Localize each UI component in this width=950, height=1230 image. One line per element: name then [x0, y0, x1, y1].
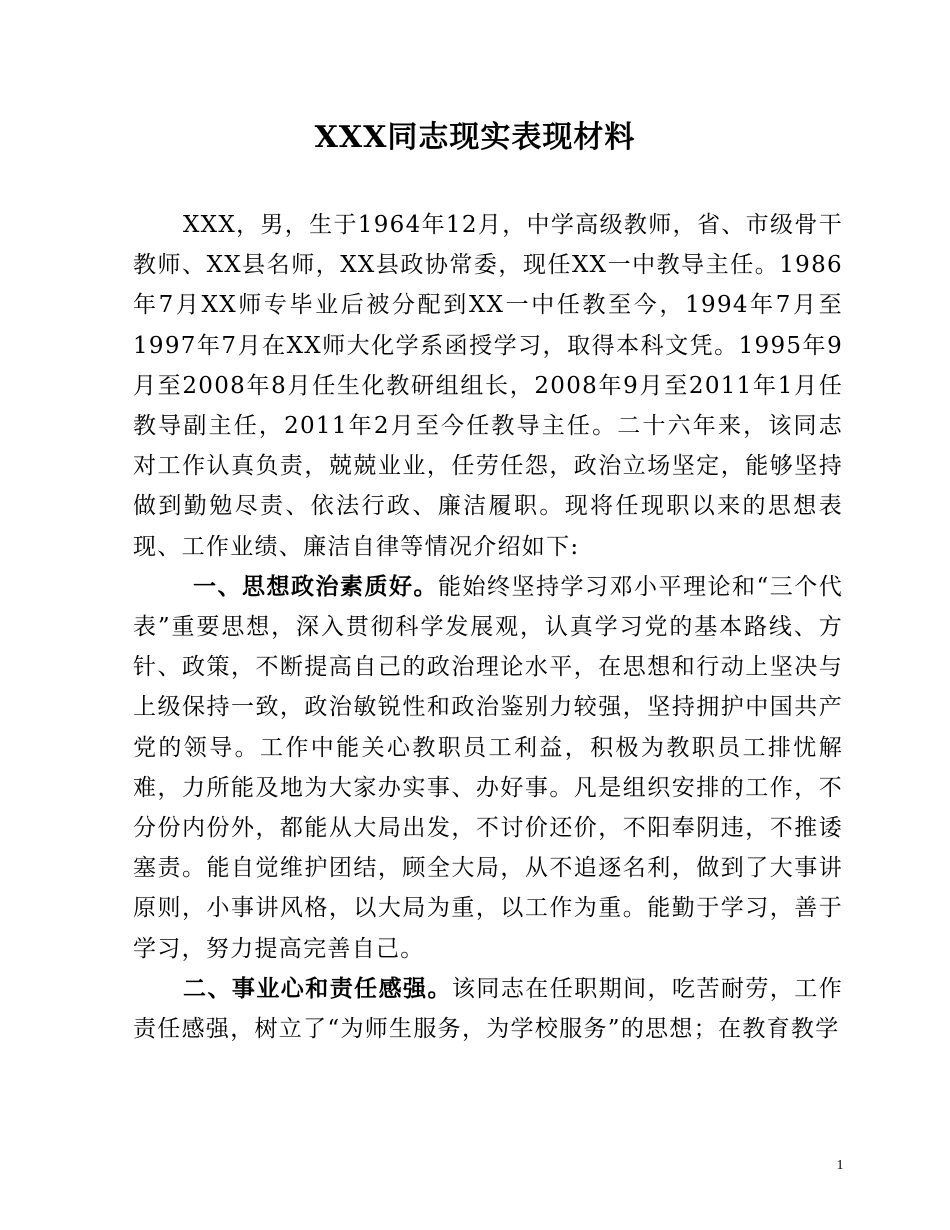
section-1-text: 能始终坚持学习邓小平理论和“三个代表”重要思想，深入贯彻科学发展观，认真学习党的基本路线、方针、政策，不断提高自己的政治理论水平，在思想和行动上坚决与上级保持一致，政治敏锐性和政治鉴别力较强，坚持拥护中国共产党的领导。工作中能关心教职员工利益，积极为教职员工排忧解难，力所能及地为大家办实事、办好事。凡是组织安排的工作，不分份内份外，都能从大局出发，不讨价还价，不阳奉阴违，不推诿塞责。能自觉维护团结，顾全大局，从不追逐名利，做到了大事讲原则，小事讲风格，以大局为重，以工作为重。能勤于学习，善于学习，努力提高完善自己。 [133, 573, 844, 962]
intro-paragraph [133, 205, 843, 567]
section-1-heading: 一、思想政治素质好。 [193, 573, 438, 600]
document-body [133, 205, 843, 1049]
section-2-text: 该同志在任职期间，吃苦耐劳，工作责任感强，树立了“为师生服务，为学校服务”的思想；在教育教学 [133, 975, 843, 1043]
page-number: 1 [836, 1158, 844, 1173]
section-2-heading: 二、事业心和责任感强。 [183, 975, 452, 1002]
section-1-paragraph [133, 567, 843, 969]
document-title: XXX同志现实表现材料 [314, 120, 636, 155]
intro-paragraph-text: XXX，男，生于1964年12月，中学高级教师，省、市级骨干教师、XX县名师，XX县政协常委，现任XX一中教导主任。1986年7月XX师专毕业后被分配到XX一中任教至今，1994年7月至1997年7月在XX师大化学系函授学习，取得本科文凭。1995年9月至2008年8月任生化教研组组长，2008年9月至2011年1月任教导副主任，2011年2月至今任教导主任。二十六年来，该同志对工作认真负责，兢兢业业，任劳任怨，政治立场坚定，能够坚持做到勤勉尽责、依法行政、廉洁履职。现将任现职以来的思想表现、工作业绩、廉洁自律等情况介绍如下: [133, 212, 843, 560]
section-2-paragraph [133, 969, 843, 1049]
